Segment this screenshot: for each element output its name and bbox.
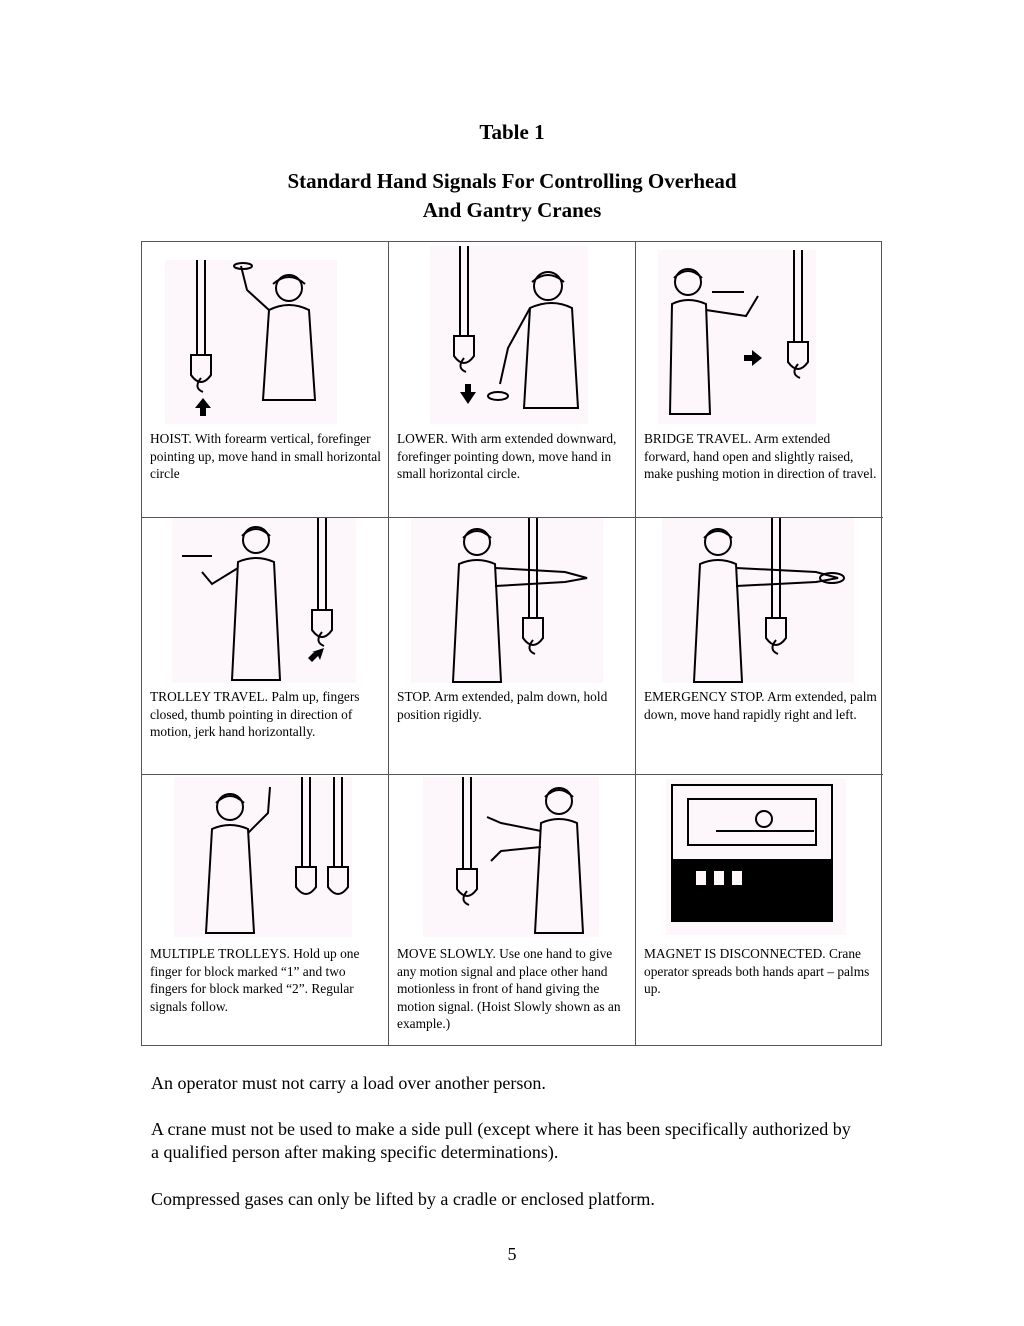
signal-caption: TROLLEY TRAVEL. Palm up, fingers closed, thumb pointing in direction of motion, jerk hand horizontally.: [150, 689, 360, 739]
signal-cell-magnet-disconnected: [636, 775, 883, 1045]
paragraph-side-pull: A crane must not be used to make a side pull (except where it has been specifically authorized by a qualified person after making specific determinations).: [151, 1119, 851, 1162]
trolley-travel-illustration: [172, 518, 356, 683]
magnet-disconnected-signal-drawing: [666, 779, 846, 935]
lower-signal-drawing: [430, 246, 588, 424]
signal-cell-stop: [389, 518, 636, 775]
signal-caption: MAGNET IS DISCONNECTED. Crane operator spreads both hands apart – palms up.: [644, 946, 870, 996]
signal-caption: LOWER. With arm extended downward, forefinger pointing down, move hand in small horizontal circle.: [397, 431, 617, 481]
signal-cell-move-slowly: [389, 775, 636, 1045]
bridge-travel-illustration: [658, 250, 816, 424]
move-slowly-signal-drawing: [423, 777, 599, 937]
page-number: 5: [507, 1244, 517, 1264]
signal-caption: BRIDGE TRAVEL. Arm extended forward, hand open and slightly raised, make pushing motion in direction of travel.: [644, 431, 877, 481]
magnet-disconnected-illustration: [666, 779, 846, 935]
signal-caption: MULTIPLE TROLLEYS. Hold up one finger for block marked “1” and two fingers for block marked “2”. Regular signals follow.: [150, 946, 360, 1014]
signal-cell-bridge-travel: [636, 242, 883, 518]
trolley-travel-signal-drawing: [172, 518, 356, 683]
stop-illustration: [411, 518, 603, 683]
signal-cell-emergency-stop: [636, 518, 883, 775]
multiple-trolleys-illustration: [174, 777, 352, 937]
hoist-signal-drawing: [165, 260, 337, 424]
signal-caption: HOIST. With forearm vertical, forefinger pointing up, move hand in small horizontal circle: [150, 431, 381, 481]
signal-cell-hoist: [142, 242, 389, 518]
bridge-travel-signal-drawing: [658, 250, 816, 424]
stop-signal-drawing: [411, 518, 603, 683]
lower-illustration: [430, 246, 588, 424]
hoist-illustration: [165, 260, 337, 424]
signal-cell-trolley-travel: [142, 518, 389, 775]
hand-signals-table: [141, 241, 882, 1046]
paragraph-compressed-gases: Compressed gases can only be lifted by a cradle or enclosed platform.: [151, 1189, 655, 1209]
signal-caption: EMERGENCY STOP. Arm extended, palm down, move hand rapidly right and left.: [644, 689, 877, 722]
table-label: Table 1: [479, 120, 545, 144]
signal-caption: STOP. Arm extended, palm down, hold position rigidly.: [397, 689, 608, 722]
table-heading-line-2: And Gantry Cranes: [422, 198, 602, 222]
emergency-stop-illustration: [662, 518, 854, 683]
move-slowly-illustration: [423, 777, 599, 937]
multiple-trolleys-signal-drawing: [174, 777, 352, 937]
table-heading-line-1: Standard Hand Signals For Controlling Overhead: [287, 169, 737, 193]
signal-cell-multiple-trolleys: [142, 775, 389, 1045]
paragraph-load-over-person: An operator must not carry a load over another person.: [151, 1073, 546, 1093]
signal-caption: MOVE SLOWLY. Use one hand to give any motion signal and place other hand motionless in front of hand giving the motion signal. (Hoist Slowly shown as an example.): [397, 946, 621, 1031]
emergency-stop-signal-drawing: [662, 518, 854, 683]
signal-cell-lower: [389, 242, 636, 518]
